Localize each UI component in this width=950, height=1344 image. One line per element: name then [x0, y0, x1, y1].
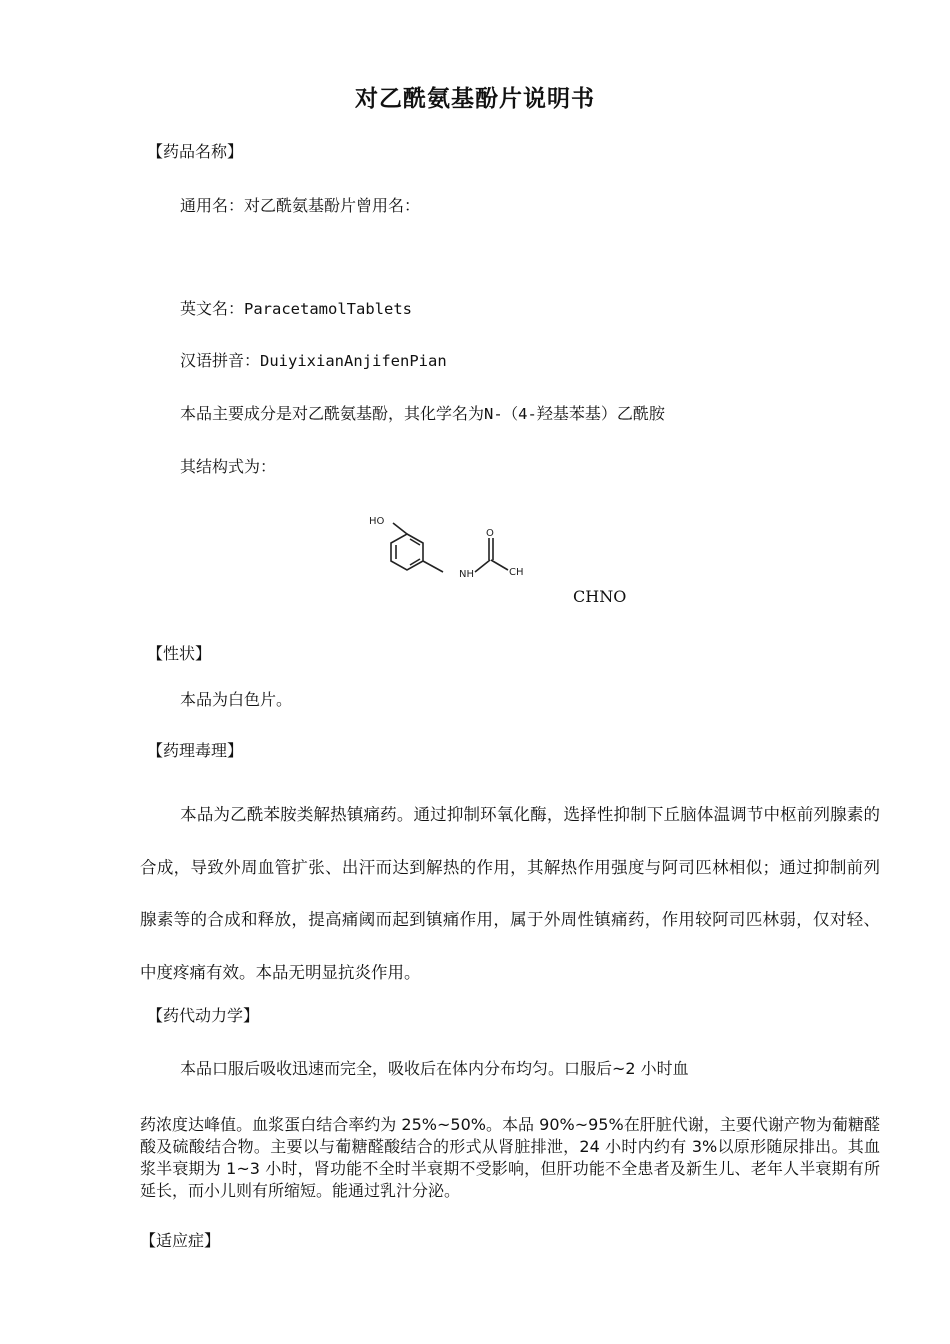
section-header-appearance: 【性状】 [147, 644, 212, 663]
pharmacology-text: 本品为乙酰苯胺类解热镇痛药。通过抑制环氧化酶，选择性抑制下丘脑体温调节中枢前列腺素的合成，导致外周血管扩张、出汗而达到解热的作用，其解热作用强度与阿司匹林相似；通过抑制前列腺素等的合成和释放，提高痛阈而起到镇痛作用，属于外周性镇痛药，作用较阿司匹林弱，仅对轻、中度疼痛有效。本品无明显抗炎作用。 [140, 805, 880, 982]
ho-bond [393, 523, 407, 534]
section-header-pharmacokinetics: 【药代动力学】 [147, 1006, 260, 1025]
pharmacokinetics-first-line: 本品口服后吸收迅速而完全，吸收后在体内分布均匀。口服后~2 小时血 [180, 1059, 689, 1078]
section-header-indications: 【适应症】 [140, 1231, 221, 1250]
english-name-label: 英文名： [180, 299, 245, 318]
methyl-bond [491, 560, 508, 570]
section-header-drug-name: 【药品名称】 [147, 142, 244, 161]
ingredient-line [180, 401, 665, 424]
atom-ho: HO [369, 516, 385, 527]
english-name-line [180, 296, 412, 319]
nh-carbon-bond [475, 560, 490, 572]
pinyin-label: 汉语拼音： [180, 351, 261, 370]
page-title: 对乙酰氨基酚片说明书 [355, 86, 595, 112]
atom-o: O [486, 528, 494, 539]
pharmacokinetics-paragraph [140, 1114, 880, 1202]
generic-name-line: 通用名：对乙酰氨基酚片曾用名： [180, 196, 421, 215]
pharmacology-paragraph [140, 789, 880, 999]
structural-formula-diagram [365, 508, 535, 580]
ingredient-chem-suffix: 羟基苯基）乙酰胺 [536, 404, 665, 423]
pinyin-line [180, 348, 447, 371]
pinyin-value: DuiyixianAnjifenPian [260, 352, 447, 370]
molecular-formula: CHNO [573, 587, 627, 606]
section-header-pharmacology: 【药理毒理】 [147, 741, 244, 760]
atom-nh: NH [459, 569, 474, 580]
atom-ch: CH [509, 567, 524, 578]
pharmacokinetics-text: 药浓度达峰值。血浆蛋白结合率约为 25%~50%。本品 90%~95%在肝脏代谢，主要代谢产物为葡糖醛酸及硫酸结合物。主要以与葡糖醛酸结合的形式从肾脏排泄，24 小时内约有 3%以原形随尿排出。其血浆半衰期为 1~3 小时，肾功能不全时半衰期不受影响，但肝功能不全患者及新生儿、老年人半衰期有所延长，而小儿则有所缩短。能通过乳汁分泌。 [140, 1115, 880, 1200]
structure-label: 其结构式为： [180, 457, 277, 476]
ingredient-chem-prefix: N-（4- [484, 405, 537, 423]
appearance-text: 本品为白色片。 [180, 690, 293, 709]
english-name-value: ParacetamolTablets [244, 300, 412, 318]
ring-nh-bond [423, 561, 443, 572]
ingredient-text: 本品主要成分是对乙酰氨基酚，其化学名为 [180, 404, 485, 423]
